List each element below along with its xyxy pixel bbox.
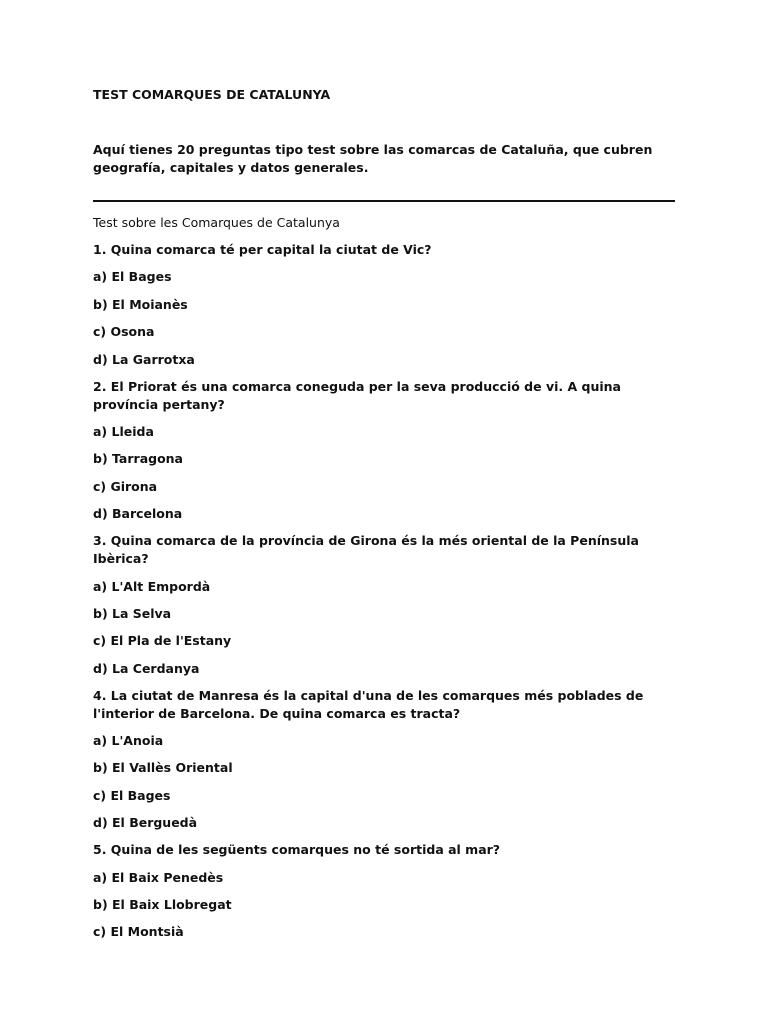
answer-option: c) Girona <box>93 478 158 494</box>
question-block <box>93 841 675 941</box>
question-text: 4. La ciutat de Manresa és la capital d'una de les comarques més poblades de l'interior de Barcelona. De quina comarca es tracta? <box>93 687 644 721</box>
answer-option: d) La Cerdanya <box>93 660 200 676</box>
answer-option: d) Barcelona <box>93 506 183 522</box>
question-text: 5. Quina de les següents comarques no té sortida al mar? <box>93 842 501 858</box>
question-block <box>93 378 675 524</box>
test-heading: Test sobre les Comarques de Catalunya <box>93 215 340 230</box>
answer-option: c) El Bages <box>93 787 171 803</box>
answer-option: b) La Selva <box>93 605 172 621</box>
answer-option: a) El Baix Penedès <box>93 869 224 885</box>
answer-option: c) El Montsià <box>93 924 184 940</box>
answer-option: a) El Bages <box>93 269 172 285</box>
intro-paragraph: Aquí tienes 20 preguntas tipo test sobre las comarcas de Cataluña, que cubren geografía, capitales y datos generales. <box>93 142 653 175</box>
question-block <box>93 241 675 369</box>
question-text: 3. Quina comarca de la província de Girona és la més oriental de la Península Ibèrica? <box>93 533 639 567</box>
question-block <box>93 532 675 678</box>
answer-option: a) L'Anoia <box>93 733 164 749</box>
answer-option: c) El Pla de l'Estany <box>93 633 232 649</box>
document-title: TEST COMARQUES DE CATALUNYA <box>93 87 331 102</box>
question-text: 1. Quina comarca té per capital la ciutat de Vic? <box>93 242 432 257</box>
question-text: 2. El Priorat és una comarca coneguda per la seva producció de vi. A quina província pertany? <box>93 378 621 412</box>
answer-option: d) La Garrotxa <box>93 351 195 367</box>
answer-option: a) Lleida <box>93 423 154 439</box>
answer-option: d) El Berguedà <box>93 815 198 831</box>
answer-option: b) Tarragona <box>93 451 183 467</box>
horizontal-rule <box>93 200 675 202</box>
answer-option: a) L'Alt Empordà <box>93 578 211 594</box>
answer-option: b) El Vallès Oriental <box>93 760 233 776</box>
answer-option: c) Osona <box>93 324 155 340</box>
document-page <box>93 86 675 941</box>
answer-option: b) El Baix Llobregat <box>93 897 232 913</box>
answer-option: b) El Moianès <box>93 296 188 312</box>
question-block <box>93 687 675 833</box>
